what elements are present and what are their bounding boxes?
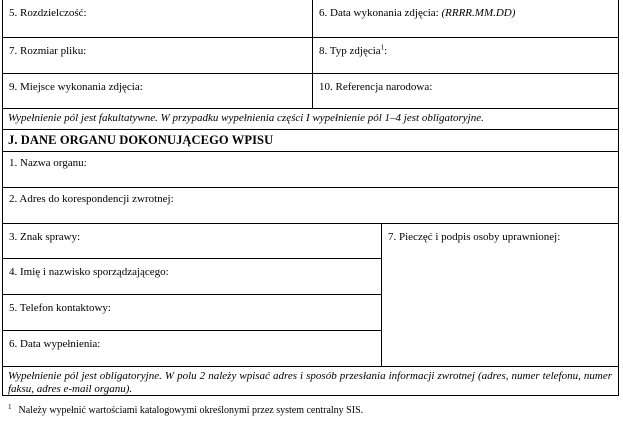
row-resolution-date xyxy=(3,0,618,38)
field-authority-name[interactable] xyxy=(3,152,618,187)
left-fields-column xyxy=(3,224,382,366)
footnote-ref: 1 xyxy=(380,43,385,52)
section-j-title: J. DANE ORGANU DOKONUJĄCEGO WPISU xyxy=(8,133,274,147)
footnote-text: Należy wypełnić wartościami katalogowymi określonymi przez system centralny SIS. xyxy=(18,405,364,416)
section-j-note-text: Wypełnienie pól jest obligatoryjne. W polu 2 należy wpisać adres i sposób przesłania informacji zwrotnej (adres, numer telefonu, numer faksu, adres e-mail organu). xyxy=(8,370,612,395)
field-preparer-name-label: 4. Imię i nazwisko sporządzającego: xyxy=(9,266,169,278)
field-authority-name-label: 1. Nazwa organu: xyxy=(9,157,87,169)
section-i-note-text: Wypełnienie pól jest fakultatywne. W przypadku wypełnienia części I wypełnienie pól 1–4 jest obligatoryjne. xyxy=(8,112,484,124)
footnote-marker: 1 xyxy=(8,402,12,411)
field-resolution-label: 5. Rozdzielczość: xyxy=(9,7,87,19)
row-return-address xyxy=(3,188,618,224)
field-photo-date[interactable] xyxy=(312,0,618,37)
field-photo-type[interactable] xyxy=(312,38,618,73)
date-format-hint: (RRRR.MM.DD) xyxy=(441,7,516,19)
field-case-number[interactable] xyxy=(3,224,381,259)
field-file-size-label: 7. Rozmiar pliku: xyxy=(9,45,87,57)
field-national-reference-label: 10. Referencja narodowa: xyxy=(319,81,433,93)
field-contact-phone-label: 5. Telefon kontaktowy: xyxy=(9,302,111,314)
field-return-address[interactable] xyxy=(3,188,618,223)
form-table xyxy=(2,0,619,396)
field-file-size[interactable] xyxy=(3,38,312,73)
row-case-signature xyxy=(3,224,618,367)
field-fill-date[interactable] xyxy=(3,331,381,367)
section-j-header xyxy=(3,130,618,152)
field-stamp-signature[interactable] xyxy=(382,224,618,366)
field-photo-type-label: 8. Typ zdjęcia xyxy=(319,45,381,57)
field-fill-date-label: 6. Data wypełnienia: xyxy=(9,338,101,350)
field-return-address-label: 2. Adres do korespondencji zwrotnej: xyxy=(9,193,174,205)
footnote xyxy=(8,402,364,416)
section-i-note xyxy=(3,109,618,130)
section-j-note xyxy=(3,367,618,396)
field-photo-type-colon: : xyxy=(384,45,388,57)
row-place-reference xyxy=(3,74,618,109)
field-stamp-signature-label: 7. Pieczęć i podpis osoby uprawnionej: xyxy=(388,231,561,243)
field-national-reference[interactable] xyxy=(312,74,618,108)
field-preparer-name[interactable] xyxy=(3,259,381,295)
field-photo-place-label: 9. Miejsce wykonania zdjęcia: xyxy=(9,81,143,93)
field-photo-place[interactable] xyxy=(3,74,312,108)
field-contact-phone[interactable] xyxy=(3,295,381,331)
field-photo-date-label: 6. Data wykonania zdjęcia: xyxy=(319,7,439,19)
field-resolution[interactable] xyxy=(3,0,312,37)
row-authority-name xyxy=(3,152,618,188)
row-filesize-phototype xyxy=(3,38,618,74)
field-case-number-label: 3. Znak sprawy: xyxy=(9,231,81,243)
